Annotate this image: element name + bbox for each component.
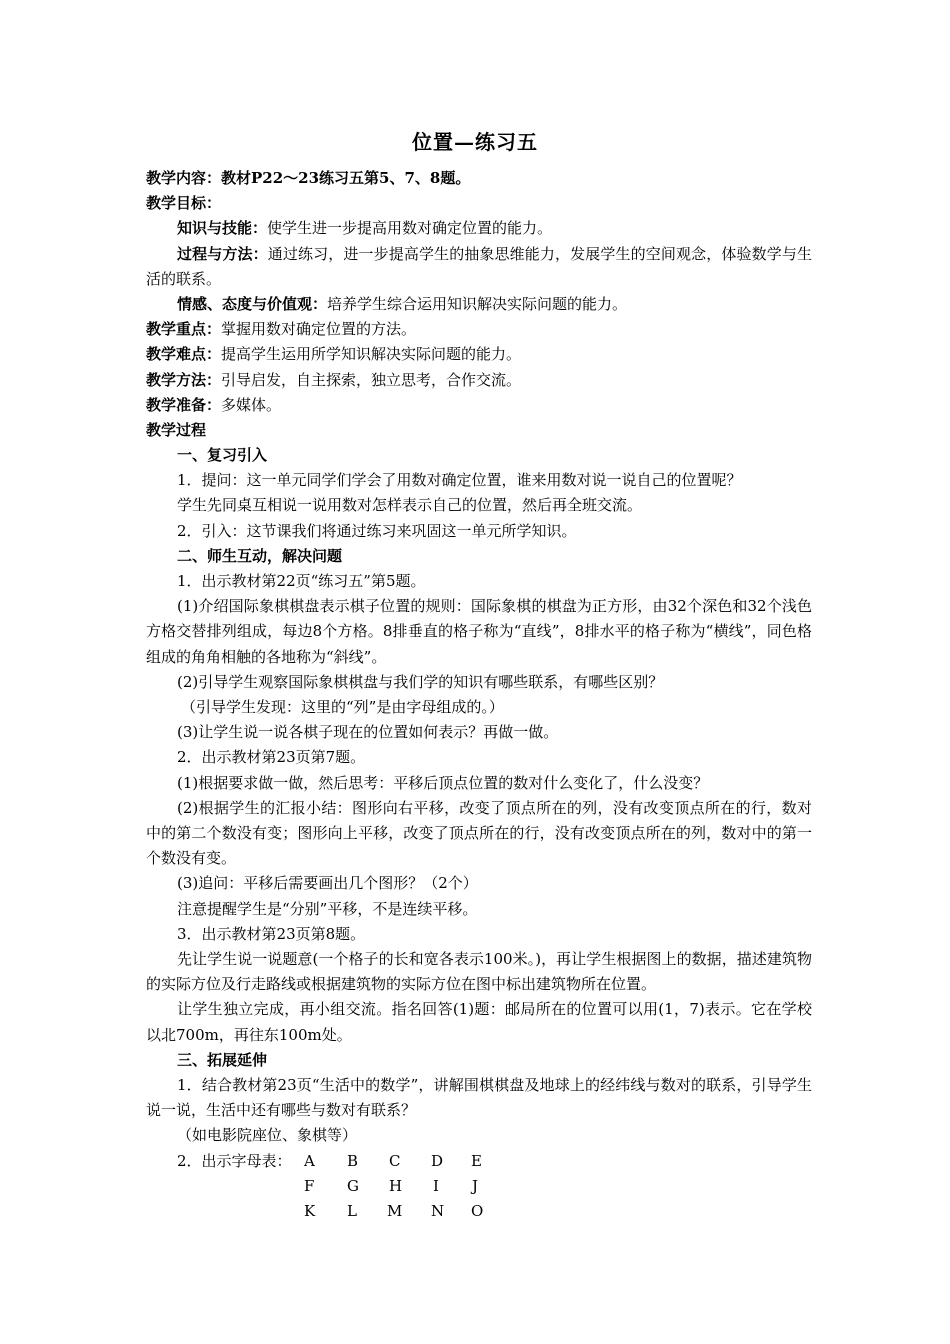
content-line [146, 166, 812, 191]
letter-table-label: 2．出示字母表： [177, 1151, 292, 1170]
letter-cell: G [347, 1176, 359, 1195]
section2-q3-p2: 让学生独立完成，再小组交流。指名回答(1)题：邮局所在的位置可以用(1，7)表示。它在学校以北700m，再往东100m处。 [146, 1000, 812, 1044]
letter-row-3 [146, 1199, 812, 1224]
method [146, 368, 812, 393]
key-point-label: 教学重点： [146, 320, 222, 339]
letter-cell: L [347, 1201, 357, 1220]
section3-heading: 三、拓展延伸 [177, 1050, 268, 1069]
emotion-label: 情感、态度与价值观： [177, 294, 328, 313]
process-heading: 教学过程 [146, 420, 207, 439]
difficulty [146, 342, 812, 367]
section3-p1: 1．结合教材第23页“生活中的数学”，讲解围棋棋盘及地球上的经纬线与数对的联系，引导学生说一说，生活中还有哪些与数对有联系？ [146, 1075, 812, 1120]
difficulty-text: 提高学生运用所学知识解决实际问题的能力。 [221, 345, 522, 364]
letter-cell: C [389, 1151, 401, 1170]
letter-cell: H [389, 1176, 403, 1195]
difficulty-label: 教学难点： [146, 345, 222, 364]
objective-knowledge [146, 216, 812, 241]
letter-cell: J [472, 1176, 479, 1195]
section3-p1-note: （如电影院座位、象棋等） [177, 1126, 358, 1145]
method-label: 教学方法： [146, 370, 222, 389]
letter-cell: N [431, 1201, 445, 1220]
section2-q3-p1: 先让学生说一说题意(一个格子的长和宽各表示100米。)，再让学生根据图上的数据，描述建筑物的实际方位及行走路线或根据建筑物的实际方位在图中标出建筑物所在位置。 [146, 949, 812, 994]
section1-p2: 学生先同桌互相说一说用数对怎样表示自己的位置，然后再全班交流。 [177, 496, 643, 515]
method-text: 引导启发，自主探索，独立思考，合作交流。 [221, 370, 522, 389]
section2-q1-2-note: （引导学生发现：这里的“列”是由字母组成的。） [181, 698, 504, 717]
section2-q3: 3．出示教材第23页第8题。 [177, 924, 366, 943]
preparation-label: 教学准备： [146, 395, 222, 414]
content-label: 教学内容： [146, 169, 222, 187]
key-point-text: 掌握用数对确定位置的方法。 [221, 320, 417, 339]
letter-cell: K [304, 1201, 316, 1220]
objective-emotion [146, 292, 812, 317]
letter-cell: I [433, 1176, 439, 1195]
knowledge-text: 使学生进一步提高用数对确定位置的能力。 [267, 219, 553, 238]
letter-row-2 [146, 1174, 812, 1199]
letter-cell: B [347, 1151, 359, 1170]
section1-heading: 一、复习引入 [177, 446, 268, 465]
emotion-text: 培养学生综合运用知识解决实际问题的能力。 [327, 294, 628, 313]
section2-q2: 2．出示教材第23页第7题。 [177, 748, 366, 767]
section2-q1-3: (3)让学生说一说各棋子现在的位置如何表示？再做一做。 [177, 723, 559, 742]
section2-q1-1: (1)介绍国际象棋棋盘表示棋子位置的规则：国际象棋的棋盘为正方形，由32个深色和32个浅色方格交替排列组成，每边8个方格。8排垂直的格子称为“直线”，8排水平的格子称为“横线”，同色格组成的角角相触的各地称为“斜线”。 [146, 597, 812, 666]
letter-cell: D [431, 1151, 444, 1170]
document-body [146, 166, 812, 1224]
section2-q2-2: (2)根据学生的汇报小结：图形向右平移，改变了顶点所在的列，没有改变顶点所在的行，数对中的第二个数没有变；图形向上平移，改变了顶点所在的行，没有改变顶点所在的列，数对中的第一个数没有变。 [146, 798, 812, 868]
section2-q2-note: 注意提醒学生是“分别”平移，不是连续平移。 [177, 899, 478, 918]
knowledge-label: 知识与技能： [177, 219, 268, 238]
letter-cell: A [304, 1151, 315, 1170]
preparation [146, 393, 812, 418]
letter-cell: M [387, 1201, 403, 1220]
section2-heading: 二、师生互动，解决问题 [177, 546, 343, 565]
letter-cell: O [471, 1201, 484, 1220]
process-label: 过程与方法： [177, 244, 268, 263]
section2-q1-2: (2)引导学生观察国际象棋棋盘与我们学的知识有哪些联系，有哪些区别？ [177, 672, 664, 691]
section2-q2-3: (3)追问：平移后需要画出几个图形？（2个） [177, 874, 478, 893]
letter-cell: E [471, 1151, 482, 1170]
key-point [146, 317, 812, 342]
process-text: 通过练习，进一步提高学生的抽象思维能力，发展学生的空间观念，体验数学与生活的联系。 [146, 244, 812, 288]
letter-row-1 [146, 1149, 812, 1174]
preparation-text: 多媒体。 [221, 395, 282, 414]
section1-p3: 2．引入：这节课我们将通过练习来巩固这一单元所学知识。 [177, 521, 577, 540]
section2-q1: 1．出示教材第22页“练习五”第5题。 [177, 572, 426, 591]
section2-q2-1: (1)根据要求做一做，然后思考：平移后顶点位置的数对什么变化了，什么没变？ [177, 773, 709, 792]
document-title: 位置—练习五 [412, 130, 538, 154]
section1-p1: 1．提问：这一单元同学们学会了用数对确定位置，谁来用数对说一说自己的位置呢？ [177, 471, 742, 490]
letter-cell: F [304, 1176, 315, 1195]
objectives-label: 教学目标： [146, 194, 222, 213]
content-text: 教材P22～23练习五第5、7、8题。 [221, 169, 471, 187]
objective-process [146, 242, 812, 292]
